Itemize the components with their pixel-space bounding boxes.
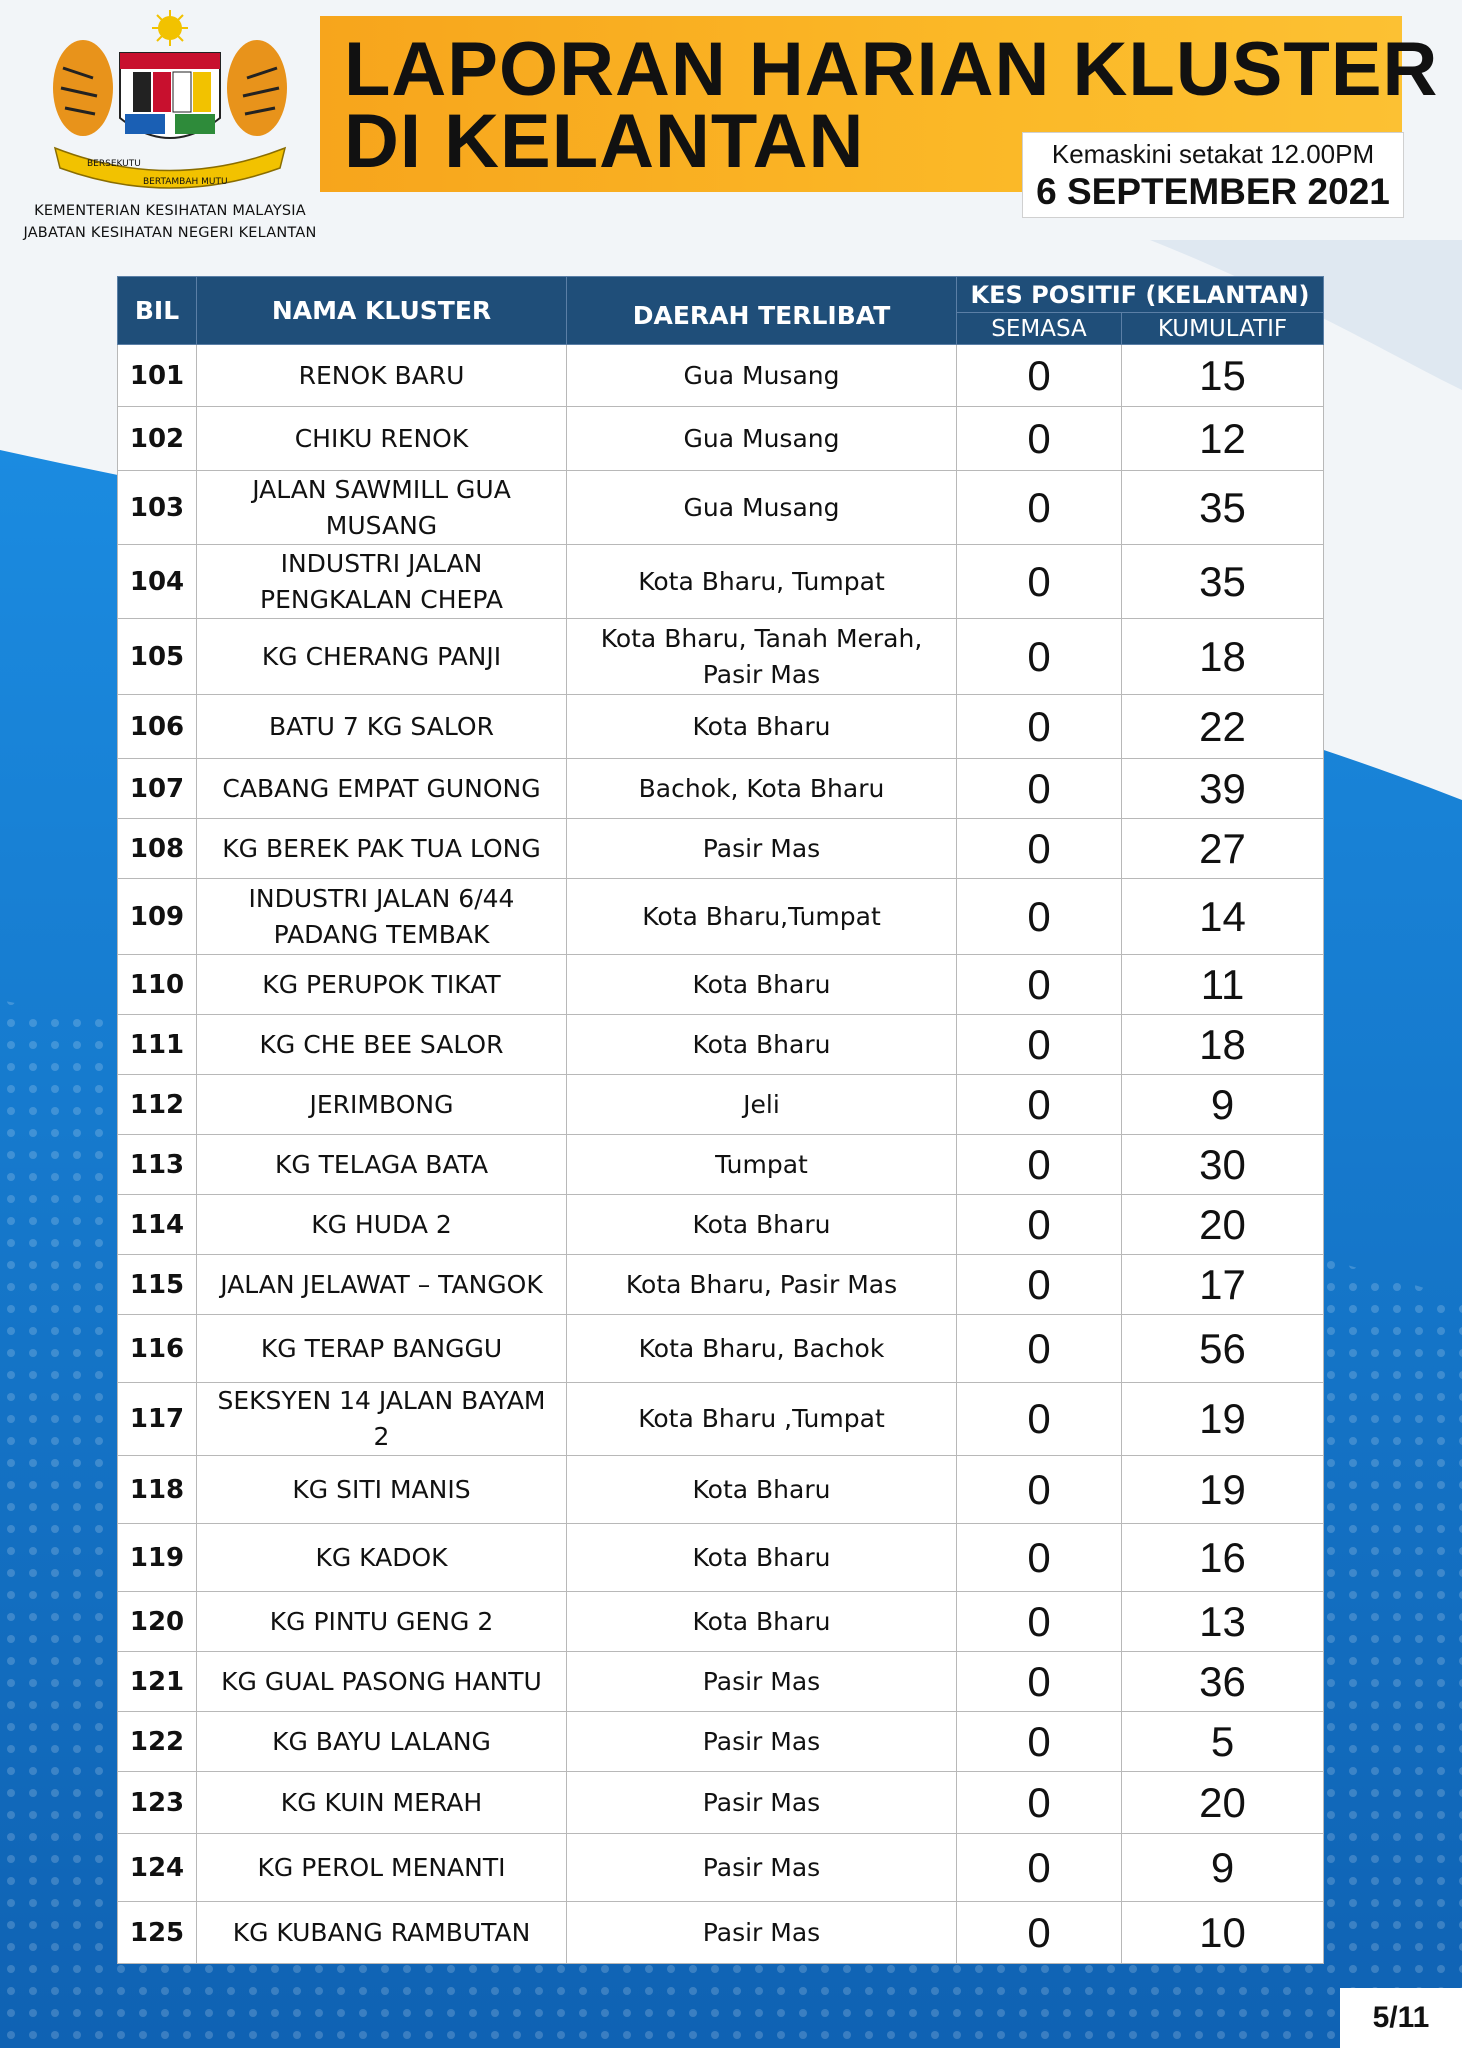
- row-nama-kluster: INDUSTRI JALAN 6/44 PADANG TEMBAK: [197, 879, 567, 955]
- cluster-table: [117, 276, 1323, 1964]
- table-row: [118, 1652, 1324, 1712]
- row-bil: 125: [118, 1902, 197, 1964]
- table-row: [118, 545, 1324, 619]
- row-bil: 104: [118, 545, 197, 619]
- row-semasa: 0: [957, 545, 1122, 619]
- row-semasa: 0: [957, 1135, 1122, 1195]
- row-daerah-terlibat: Kota Bharu: [567, 1524, 957, 1592]
- row-bil: 111: [118, 1015, 197, 1075]
- table-row: [118, 1383, 1324, 1456]
- row-kumulatif: 35: [1122, 545, 1324, 619]
- row-daerah-terlibat: Kota Bharu, Bachok: [567, 1315, 957, 1383]
- row-nama-kluster: JALAN SAWMILL GUA MUSANG: [197, 471, 567, 545]
- row-kumulatif: 16: [1122, 1524, 1324, 1592]
- row-semasa: 0: [957, 1456, 1122, 1524]
- row-bil: 107: [118, 759, 197, 819]
- row-kumulatif: 18: [1122, 619, 1324, 695]
- row-nama-kluster: CHIKU RENOK: [197, 407, 567, 471]
- row-daerah-terlibat: Kota Bharu: [567, 695, 957, 759]
- row-daerah-terlibat: Kota Bharu: [567, 1195, 957, 1255]
- row-daerah-terlibat: Kota Bharu, Tanah Merah, Pasir Mas: [567, 619, 957, 695]
- table-row: [118, 695, 1324, 759]
- row-semasa: 0: [957, 695, 1122, 759]
- coat-of-arms-logo: [35, 8, 305, 198]
- title-line-1: LAPORAN HARIAN KLUSTER: [344, 27, 1439, 112]
- table-row: [118, 1195, 1324, 1255]
- row-bil: 117: [118, 1383, 197, 1456]
- row-nama-kluster: KG BEREK PAK TUA LONG: [197, 819, 567, 879]
- row-daerah-terlibat: Pasir Mas: [567, 1772, 957, 1834]
- table-row: [118, 345, 1324, 407]
- header-kes-positif: KES POSITIF (KELANTAN): [957, 277, 1324, 313]
- row-semasa: 0: [957, 1902, 1122, 1964]
- row-semasa: 0: [957, 759, 1122, 819]
- row-daerah-terlibat: Kota Bharu, Tumpat: [567, 545, 957, 619]
- ministry-name: KEMENTERIAN KESIHATAN MALAYSIA: [34, 203, 306, 219]
- row-kumulatif: 36: [1122, 1652, 1324, 1712]
- update-date: 6 SEPTEMBER 2021: [1036, 171, 1390, 212]
- page-number: 5/11: [1340, 1988, 1462, 2048]
- row-nama-kluster: KG CHE BEE SALOR: [197, 1015, 567, 1075]
- header-kumulatif: KUMULATIF: [1122, 313, 1324, 345]
- logo-block: [20, 8, 320, 243]
- row-nama-kluster: KG TELAGA BATA: [197, 1135, 567, 1195]
- row-bil: 102: [118, 407, 197, 471]
- department-name: JABATAN KESIHATAN NEGERI KELANTAN: [23, 225, 317, 241]
- table-row: [118, 1135, 1324, 1195]
- row-nama-kluster: KG KUBANG RAMBUTAN: [197, 1902, 567, 1964]
- row-daerah-terlibat: Pasir Mas: [567, 819, 957, 879]
- table-row: [118, 1015, 1324, 1075]
- row-kumulatif: 5: [1122, 1712, 1324, 1772]
- row-semasa: 0: [957, 1075, 1122, 1135]
- row-nama-kluster: RENOK BARU: [197, 345, 567, 407]
- row-semasa: 0: [957, 1383, 1122, 1456]
- row-kumulatif: 19: [1122, 1383, 1324, 1456]
- table-row: [118, 1255, 1324, 1315]
- row-semasa: 0: [957, 819, 1122, 879]
- row-kumulatif: 9: [1122, 1075, 1324, 1135]
- row-semasa: 0: [957, 1712, 1122, 1772]
- table-row: [118, 1075, 1324, 1135]
- row-daerah-terlibat: Pasir Mas: [567, 1712, 957, 1772]
- row-kumulatif: 30: [1122, 1135, 1324, 1195]
- row-kumulatif: 20: [1122, 1195, 1324, 1255]
- title-line-2: DI KELANTAN: [344, 99, 865, 184]
- table-row: [118, 1524, 1324, 1592]
- row-nama-kluster: KG TERAP BANGGU: [197, 1315, 567, 1383]
- row-semasa: 0: [957, 1652, 1122, 1712]
- row-kumulatif: 14: [1122, 879, 1324, 955]
- update-box: [1022, 132, 1404, 218]
- header-daerah-terlibat: DAERAH TERLIBAT: [567, 277, 957, 345]
- table-row: [118, 1902, 1324, 1964]
- row-semasa: 0: [957, 1772, 1122, 1834]
- row-daerah-terlibat: Kota Bharu,Tumpat: [567, 879, 957, 955]
- update-caption: Kemaskini setakat 12.00PM: [1051, 139, 1375, 169]
- header-semasa: SEMASA: [957, 313, 1122, 345]
- row-bil: 101: [118, 345, 197, 407]
- header-nama-kluster: NAMA KLUSTER: [197, 277, 567, 345]
- row-kumulatif: 13: [1122, 1592, 1324, 1652]
- row-nama-kluster: KG SITI MANIS: [197, 1456, 567, 1524]
- row-daerah-terlibat: Gua Musang: [567, 407, 957, 471]
- row-semasa: 0: [957, 879, 1122, 955]
- row-nama-kluster: INDUSTRI JALAN PENGKALAN CHEPA: [197, 545, 567, 619]
- header-bil: BIL: [118, 277, 197, 345]
- row-nama-kluster: KG BAYU LALANG: [197, 1712, 567, 1772]
- row-nama-kluster: KG CHERANG PANJI: [197, 619, 567, 695]
- row-daerah-terlibat: Gua Musang: [567, 345, 957, 407]
- row-daerah-terlibat: Kota Bharu: [567, 1015, 957, 1075]
- row-bil: 123: [118, 1772, 197, 1834]
- row-bil: 124: [118, 1834, 197, 1902]
- row-kumulatif: 18: [1122, 1015, 1324, 1075]
- row-nama-kluster: KG PINTU GENG 2: [197, 1592, 567, 1652]
- row-kumulatif: 9: [1122, 1834, 1324, 1902]
- row-semasa: 0: [957, 1592, 1122, 1652]
- table-row: [118, 1592, 1324, 1652]
- row-semasa: 0: [957, 345, 1122, 407]
- row-daerah-terlibat: Pasir Mas: [567, 1834, 957, 1902]
- logo-motto-left: BERSEKUTU: [87, 159, 141, 169]
- row-semasa: 0: [957, 407, 1122, 471]
- row-bil: 113: [118, 1135, 197, 1195]
- table-body: [118, 345, 1324, 1964]
- row-kumulatif: 19: [1122, 1456, 1324, 1524]
- row-bil: 122: [118, 1712, 197, 1772]
- row-bil: 115: [118, 1255, 197, 1315]
- row-nama-kluster: KG PEROL MENANTI: [197, 1834, 567, 1902]
- row-semasa: 0: [957, 1195, 1122, 1255]
- row-daerah-terlibat: Kota Bharu: [567, 1592, 957, 1652]
- row-nama-kluster: KG GUAL PASONG HANTU: [197, 1652, 567, 1712]
- row-daerah-terlibat: Kota Bharu ,Tumpat: [567, 1383, 957, 1456]
- row-nama-kluster: JALAN JELAWAT – TANGOK: [197, 1255, 567, 1315]
- row-kumulatif: 22: [1122, 695, 1324, 759]
- row-kumulatif: 10: [1122, 1902, 1324, 1964]
- row-kumulatif: 12: [1122, 407, 1324, 471]
- table-row: [118, 1712, 1324, 1772]
- table-row: [118, 1772, 1324, 1834]
- row-kumulatif: 15: [1122, 345, 1324, 407]
- row-nama-kluster: KG HUDA 2: [197, 1195, 567, 1255]
- row-nama-kluster: BATU 7 KG SALOR: [197, 695, 567, 759]
- row-semasa: 0: [957, 1015, 1122, 1075]
- row-bil: 112: [118, 1075, 197, 1135]
- row-nama-kluster: SEKSYEN 14 JALAN BAYAM 2: [197, 1383, 567, 1456]
- row-bil: 105: [118, 619, 197, 695]
- row-semasa: 0: [957, 1834, 1122, 1902]
- table-row: [118, 1315, 1324, 1383]
- row-daerah-terlibat: Kota Bharu: [567, 1456, 957, 1524]
- row-nama-kluster: KG KUIN MERAH: [197, 1772, 567, 1834]
- table-row: [118, 619, 1324, 695]
- row-bil: 106: [118, 695, 197, 759]
- table-row: [118, 819, 1324, 879]
- row-kumulatif: 56: [1122, 1315, 1324, 1383]
- row-daerah-terlibat: Gua Musang: [567, 471, 957, 545]
- row-daerah-terlibat: Pasir Mas: [567, 1652, 957, 1712]
- row-daerah-terlibat: Pasir Mas: [567, 1902, 957, 1964]
- row-bil: 110: [118, 955, 197, 1015]
- table-row: [118, 759, 1324, 819]
- row-kumulatif: 17: [1122, 1255, 1324, 1315]
- row-semasa: 0: [957, 471, 1122, 545]
- row-kumulatif: 39: [1122, 759, 1324, 819]
- table-row: [118, 471, 1324, 545]
- row-bil: 108: [118, 819, 197, 879]
- row-nama-kluster: JERIMBONG: [197, 1075, 567, 1135]
- row-daerah-terlibat: Kota Bharu: [567, 955, 957, 1015]
- row-bil: 103: [118, 471, 197, 545]
- row-nama-kluster: KG KADOK: [197, 1524, 567, 1592]
- table-row: [118, 879, 1324, 955]
- row-kumulatif: 20: [1122, 1772, 1324, 1834]
- row-bil: 118: [118, 1456, 197, 1524]
- table-row: [118, 1456, 1324, 1524]
- row-daerah-terlibat: Jeli: [567, 1075, 957, 1135]
- row-bil: 116: [118, 1315, 197, 1383]
- row-daerah-terlibat: Bachok, Kota Bharu: [567, 759, 957, 819]
- row-nama-kluster: KG PERUPOK TIKAT: [197, 955, 567, 1015]
- row-daerah-terlibat: Tumpat: [567, 1135, 957, 1195]
- row-semasa: 0: [957, 1255, 1122, 1315]
- table-row: [118, 1834, 1324, 1902]
- row-semasa: 0: [957, 619, 1122, 695]
- row-kumulatif: 11: [1122, 955, 1324, 1015]
- row-kumulatif: 35: [1122, 471, 1324, 545]
- row-bil: 109: [118, 879, 197, 955]
- row-semasa: 0: [957, 955, 1122, 1015]
- row-bil: 121: [118, 1652, 197, 1712]
- row-nama-kluster: CABANG EMPAT GUNONG: [197, 759, 567, 819]
- row-kumulatif: 27: [1122, 819, 1324, 879]
- row-daerah-terlibat: Kota Bharu, Pasir Mas: [567, 1255, 957, 1315]
- table-row: [118, 407, 1324, 471]
- row-bil: 120: [118, 1592, 197, 1652]
- row-bil: 114: [118, 1195, 197, 1255]
- row-semasa: 0: [957, 1315, 1122, 1383]
- logo-motto-bottom: BERTAMBAH MUTU: [143, 177, 228, 187]
- row-bil: 119: [118, 1524, 197, 1592]
- row-semasa: 0: [957, 1524, 1122, 1592]
- table-row: [118, 955, 1324, 1015]
